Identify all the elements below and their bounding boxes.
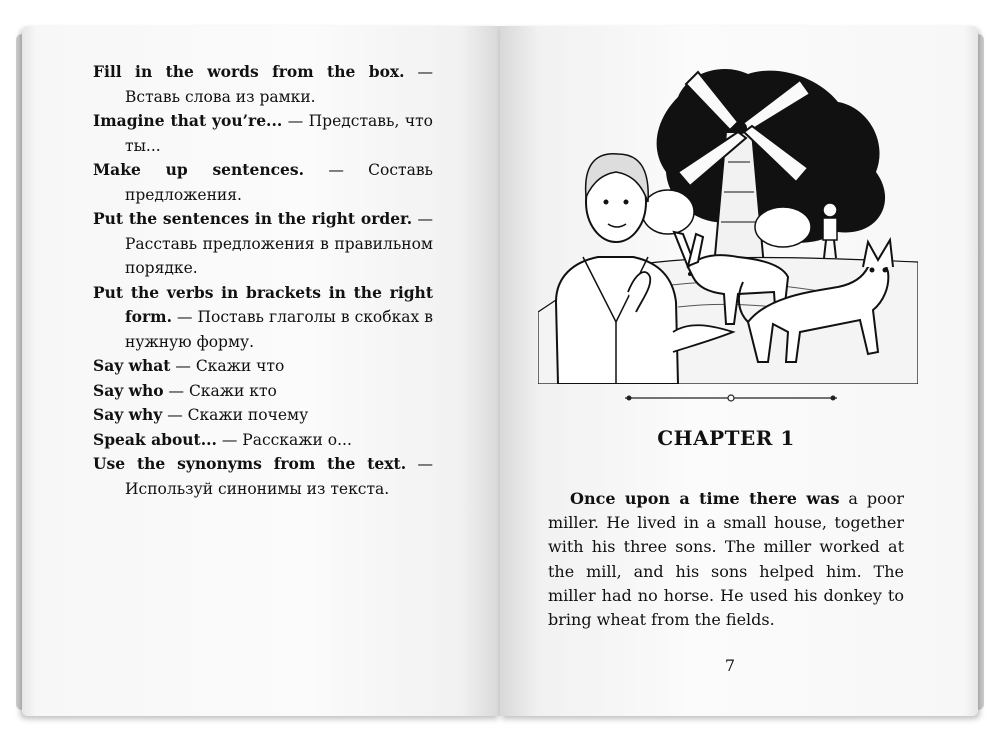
- entry-english: Put the sentences in the right order.: [93, 209, 413, 228]
- entry-russian: — Поставь глаголы в скобках в нужную форму.: [125, 308, 433, 351]
- entry-english: Say what: [93, 356, 171, 375]
- story-paragraph: [548, 487, 904, 632]
- glossary-entry: [93, 354, 433, 379]
- entry-english: Put the verbs in brackets in the right form.: [93, 282, 433, 326]
- glossary-entry: [93, 379, 433, 404]
- entry-english: Speak about...: [93, 429, 217, 449]
- entry-english: Imagine that you’re...: [93, 111, 283, 130]
- story-lead: Once upon a time there was: [570, 489, 840, 508]
- instruction-glossary: [93, 60, 433, 501]
- glossary-entry: [93, 60, 433, 109]
- entry-english: Use the synonyms from the text.: [93, 454, 407, 473]
- entry-russian: — Составь предложения.: [125, 161, 433, 204]
- entry-russian: — Вставь слова из рамки.: [125, 63, 433, 106]
- entry-russian: — Используй синонимы из текста.: [125, 455, 433, 498]
- glossary-entry: [93, 428, 433, 453]
- glossary-entry: [93, 403, 433, 428]
- decorative-rule: [625, 392, 837, 404]
- glossary-entry: [93, 281, 433, 355]
- farmer-figure: [823, 203, 837, 258]
- page-stack-right: [978, 34, 984, 710]
- glossary-entry: [93, 109, 433, 158]
- glossary-entry: [93, 158, 433, 207]
- glossary-entry: [93, 452, 433, 501]
- entry-english: Say who: [93, 380, 164, 400]
- entry-english: Fill in the words from the box.: [93, 62, 405, 81]
- entry-russian: — Представь, что ты...: [125, 112, 433, 155]
- page-number: 7: [724, 656, 736, 675]
- chapter-title: CHAPTER 1: [657, 426, 795, 450]
- entry-english: Make up sentences.: [93, 160, 305, 179]
- entry-russian: — Расставь предложения в правильном порядке.: [125, 210, 433, 277]
- entry-russian: — Скажи кто: [163, 381, 277, 400]
- entry-russian: — Скажи почему: [162, 406, 309, 424]
- story-body: a poor miller. He lived in a small house, together with his three sons. The miller worked at the mill, and his sons helped him. The miller had no horse. He used his donkey to bring wheat from the fields.: [548, 489, 904, 630]
- chapter-illustration: [538, 62, 918, 384]
- glossary-entry: [93, 207, 433, 281]
- entry-english: Say why: [93, 405, 163, 424]
- entry-russian: — Скажи что: [170, 357, 285, 375]
- entry-russian: — Расскажи о...: [216, 430, 352, 449]
